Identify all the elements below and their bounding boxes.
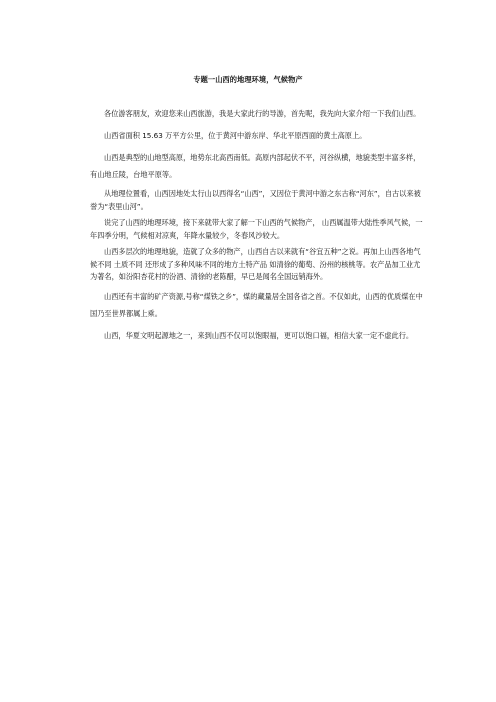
document-body bbox=[90, 105, 426, 349]
paragraph-terrain: 山西是典型的山地型高原，地势东北高西南低。高原内部起伏不平，河谷纵横，地貌类型丰富多样，有山地丘陵，台地平原等。 bbox=[90, 153, 421, 179]
paragraph-area: 山西省面积 15.63 万平方公里，位于黄河中游东岸、华北平原西面的黄土高原上。 bbox=[104, 131, 367, 140]
paragraph-products: 山西多层次的地理地貌，造就了众多的物产，山西自古以来就有“谷宜五种”之说。再加上山西各地气候不同 土质不同 还形成了多种风味不同的地方土特产品 如清徐的葡萄、汾州的核桃等。农产品加工业尤为著名，如汾阳杏花村的汾酒、清徐的老陈醋，早已是闻名全国远销海外。 bbox=[90, 247, 421, 281]
document-title: 专题一山西的地理环境，气候物产 bbox=[193, 75, 303, 84]
paragraph-closing: 山西，华夏文明起源地之一，来到山西不仅可以饱眼福，更可以饱口福，相信大家一定不虚此行。 bbox=[104, 330, 414, 340]
paragraph-climate: 说完了山西的地理环境，接下来就带大家了解一下山西的气候物产， 山西属温带大陆性季风气候，一年四季分明，气候相对凉爽，年降水量较少，冬春风沙较大。 bbox=[90, 218, 423, 240]
paragraph-minerals: 山西还有丰富的矿产资源,号称“煤铁之乡”，煤的藏量居全国各省之首。不仅如此，山西的优质煤在中国乃至世界都属上乘。 bbox=[90, 291, 423, 318]
paragraph-intro: 各位游客朋友，欢迎您来山西旅游，我是大家此行的导游，首先呢，我先向大家介绍一下我们山西。 bbox=[104, 109, 421, 118]
paragraph-location: 从地理位置看，山西因地处太行山以西得名“山西”，又因位于黄河中游之东古称“河东”，自古以来被誉为“表里山河”。 bbox=[90, 189, 421, 211]
